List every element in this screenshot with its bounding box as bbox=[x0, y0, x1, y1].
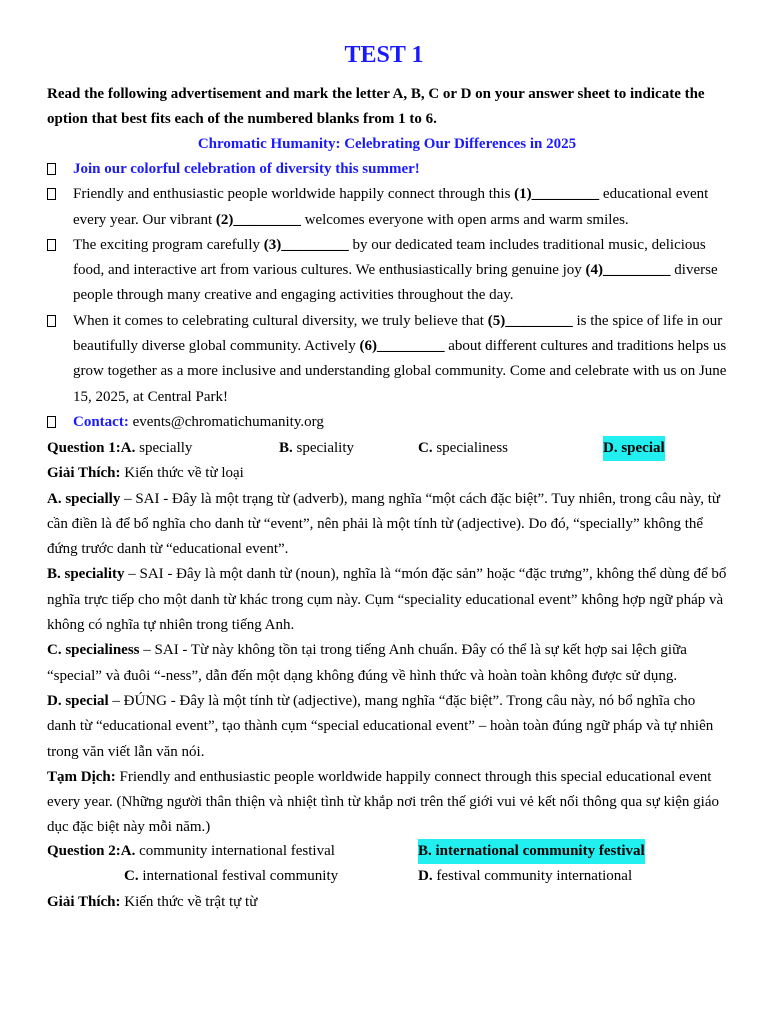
blank-6: (6)_________ bbox=[359, 338, 445, 355]
blank-4: (4)_________ bbox=[585, 262, 671, 279]
question-1 bbox=[47, 436, 727, 841]
ad-paragraph-2: The exciting program carefully (3)_________ by our dedicated team includes traditional music, delicious food, and interactive art from various cultures. We enthusiastically bring genuine joy (4)_________ diverse people through many creative and engaging activities throughout the day. bbox=[47, 233, 727, 309]
blank-5: (5)_________ bbox=[487, 312, 573, 329]
question-1-options: Question 1:A. specially B. speciality C. specialiness D. special bbox=[47, 436, 727, 461]
correct-answer-badge: B. international community festival bbox=[418, 839, 645, 864]
blank-3: (3)_________ bbox=[263, 236, 349, 253]
ad-heading: Chromatic Humanity: Celebrating Our Differences in 2025 bbox=[197, 136, 577, 152]
explanation-heading: Giải Thích: Kiến thức về từ loại bbox=[47, 465, 244, 482]
bullet-icon bbox=[47, 188, 56, 200]
ad-paragraph-1: Friendly and enthusiastic people worldwide happily connect through this (1)_________ educational event every year. Our vibrant (2)_________ welcomes everyone with open arms and warm smiles. bbox=[47, 182, 727, 233]
bullet-icon bbox=[47, 416, 56, 428]
blank-1: (1)_________ bbox=[514, 186, 600, 203]
ad-paragraph-3: When it comes to celebrating cultural diversity, we truly believe that (5)_________ is the spice of life in our beautifully diverse global community. Actively (6)_________ about different cultures and traditions helps us grow together as a more inclusive and understanding global community. Come and celebrate with us on June 15, 2025, at Central Park! bbox=[47, 309, 727, 410]
ad-body bbox=[47, 157, 727, 435]
bullet-icon bbox=[47, 239, 56, 251]
explanation-option-a: A. specially – SAI - Đây là một trạng từ (adverb), mang nghĩa “một cách đặc biệt”. Tuy nhiên, trong câu này, từ cần điền là để bổ nghĩa cho danh từ “event”, nên phải là một tính từ (adjective). Do đó, “specially” không thể đứng trước danh từ “educational event”. bbox=[47, 490, 721, 558]
explanation-option-d: D. special – ĐÚNG - Đây là một tính từ (adjective), mang nghĩa “đặc biệt”. Trong câu này, nó bổ nghĩa cho danh từ “educational event”, tạo thành cụm “special educational event” – hoàn toàn đúng ngữ pháp và tự nhiên trong văn viết lẫn văn nói. bbox=[47, 692, 714, 760]
bullet-icon bbox=[47, 163, 56, 175]
bullet-icon bbox=[47, 315, 56, 327]
question-2 bbox=[47, 839, 727, 915]
question-2-options-row-2: C. international festival community D. festival community international bbox=[124, 868, 633, 885]
explanation-option-c: C. specialiness – SAI - Từ này không tồn tại trong tiếng Anh chuẩn. Đây có thể là sự kết hợp sai lệch giữa “special” và đuôi “-ness”, dẫn đến một dạng không đúng về hình thức và hoàn toàn không được sử dụng. bbox=[47, 642, 687, 684]
question-2-options-row-1: Question 2:A. community international festival B. international community festival bbox=[47, 839, 727, 864]
correct-answer-badge: D. special bbox=[603, 436, 665, 461]
ad-tagline: Join our colorful celebration of diversity this summer! bbox=[47, 157, 727, 182]
ad-contact: Contact: events@chromatichumanity.org bbox=[47, 410, 727, 435]
translation: Tạm Dịch: Friendly and enthusiastic people worldwide happily connect through this special educational event every year. (Những người thân thiện và nhiệt tình từ khắp nơi trên thế giới vui vẻ kết nối thông qua sự kiện giáo dục đặc biệt này mỗi năm.) bbox=[47, 768, 720, 836]
explanation-heading: Giải Thích: Kiến thức về trật tự từ bbox=[47, 893, 258, 910]
instruction-text: Read the following advertisement and mark the letter A, B, C or D on your answer sheet to indicate the option that best fits each of the numbered blanks from 1 to 6. bbox=[47, 86, 705, 128]
explanation-option-b: B. speciality – SAI - Đây là một danh từ (noun), nghĩa là “món đặc sản” hoặc “đặc trưng”, không thể dùng để bổ nghĩa trực tiếp cho một danh từ khác trong cụm này. Cụm “speciality educational event” không hợp ngữ pháp và không có nghĩa tự nhiên trong tiếng Anh. bbox=[47, 566, 727, 634]
page-title: TEST 1 bbox=[344, 42, 424, 68]
blank-2: (2)_________ bbox=[215, 211, 301, 228]
